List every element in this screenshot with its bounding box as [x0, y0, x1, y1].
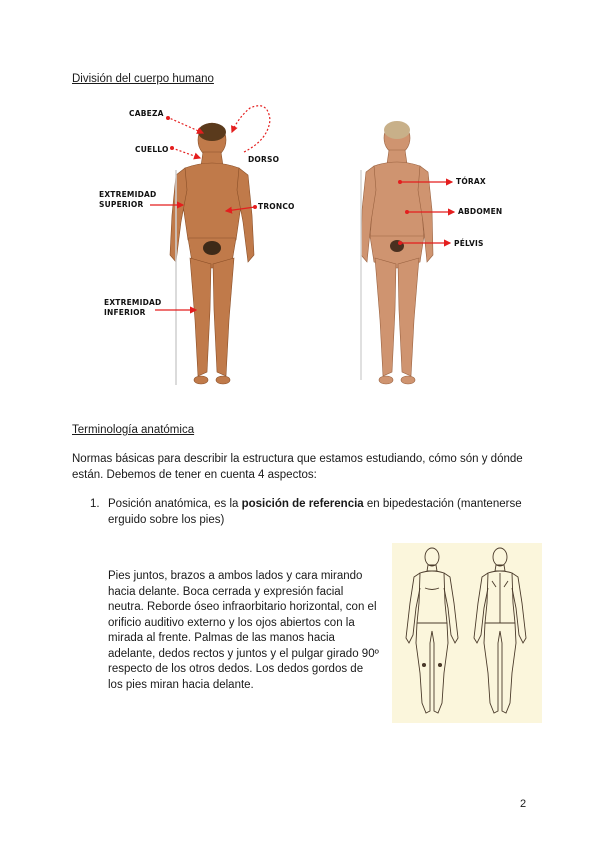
list-item-posicion-anatomica — [108, 497, 528, 528]
label-extremidad-inferior-2: INFERIOR — [104, 308, 146, 317]
label-cuello: CUELLO — [135, 145, 169, 154]
posicion-description: Pies juntos, brazos a ambos lados y cara mirando hacia delante. Boca cerrada y expresión facial neutra. Reborde óseo infraorbitario horizontal, con el orificio auditivo externo y los ojos abiertos con la mirada al frente. Palmas de las manos hacia adelante, dedos rectos y juntos y el pulgar girado 90º respecto de los otros dedos. Los dedos gordos de los pies miran hacia delante. — [108, 570, 379, 691]
label-pelvis: PÉLVIS — [454, 239, 484, 248]
body-division-figure — [0, 0, 600, 400]
label-abdomen: ABDOMEN — [458, 207, 503, 216]
label-cabeza: CABEZA — [129, 109, 164, 118]
label-extremidad-superior-2: SUPERIOR — [99, 200, 144, 209]
label-extremidad-superior-1: EXTREMIDAD — [99, 190, 157, 199]
label-tronco: TRONCO — [258, 202, 295, 211]
label-extremidad-inferior-1: EXTREMIDAD — [104, 298, 162, 307]
item-text-bold: posición de referencia — [241, 498, 364, 510]
list-number: 1. — [90, 498, 100, 510]
female-figure — [361, 121, 433, 384]
item-text-after: en bipedestación (mantenerse erguido sobre los pies) — [108, 498, 522, 526]
page-number: 2 — [520, 798, 527, 810]
label-dorso: DORSO — [248, 155, 280, 164]
item-text-before: Posición anatómica, es la — [108, 498, 242, 510]
male-figure — [170, 123, 254, 384]
anatomical-position-sketch — [392, 543, 542, 723]
section-title-terminologia: Terminología anatómica — [72, 424, 195, 436]
label-torax: TÓRAX — [456, 177, 486, 186]
section-title-division: División del cuerpo humano — [72, 73, 214, 85]
intro-paragraph: Normas básicas para describir la estructura que estamos estudiando, cómo són y dónde están. Debemos de tener en cuenta 4 aspectos: — [72, 453, 523, 481]
